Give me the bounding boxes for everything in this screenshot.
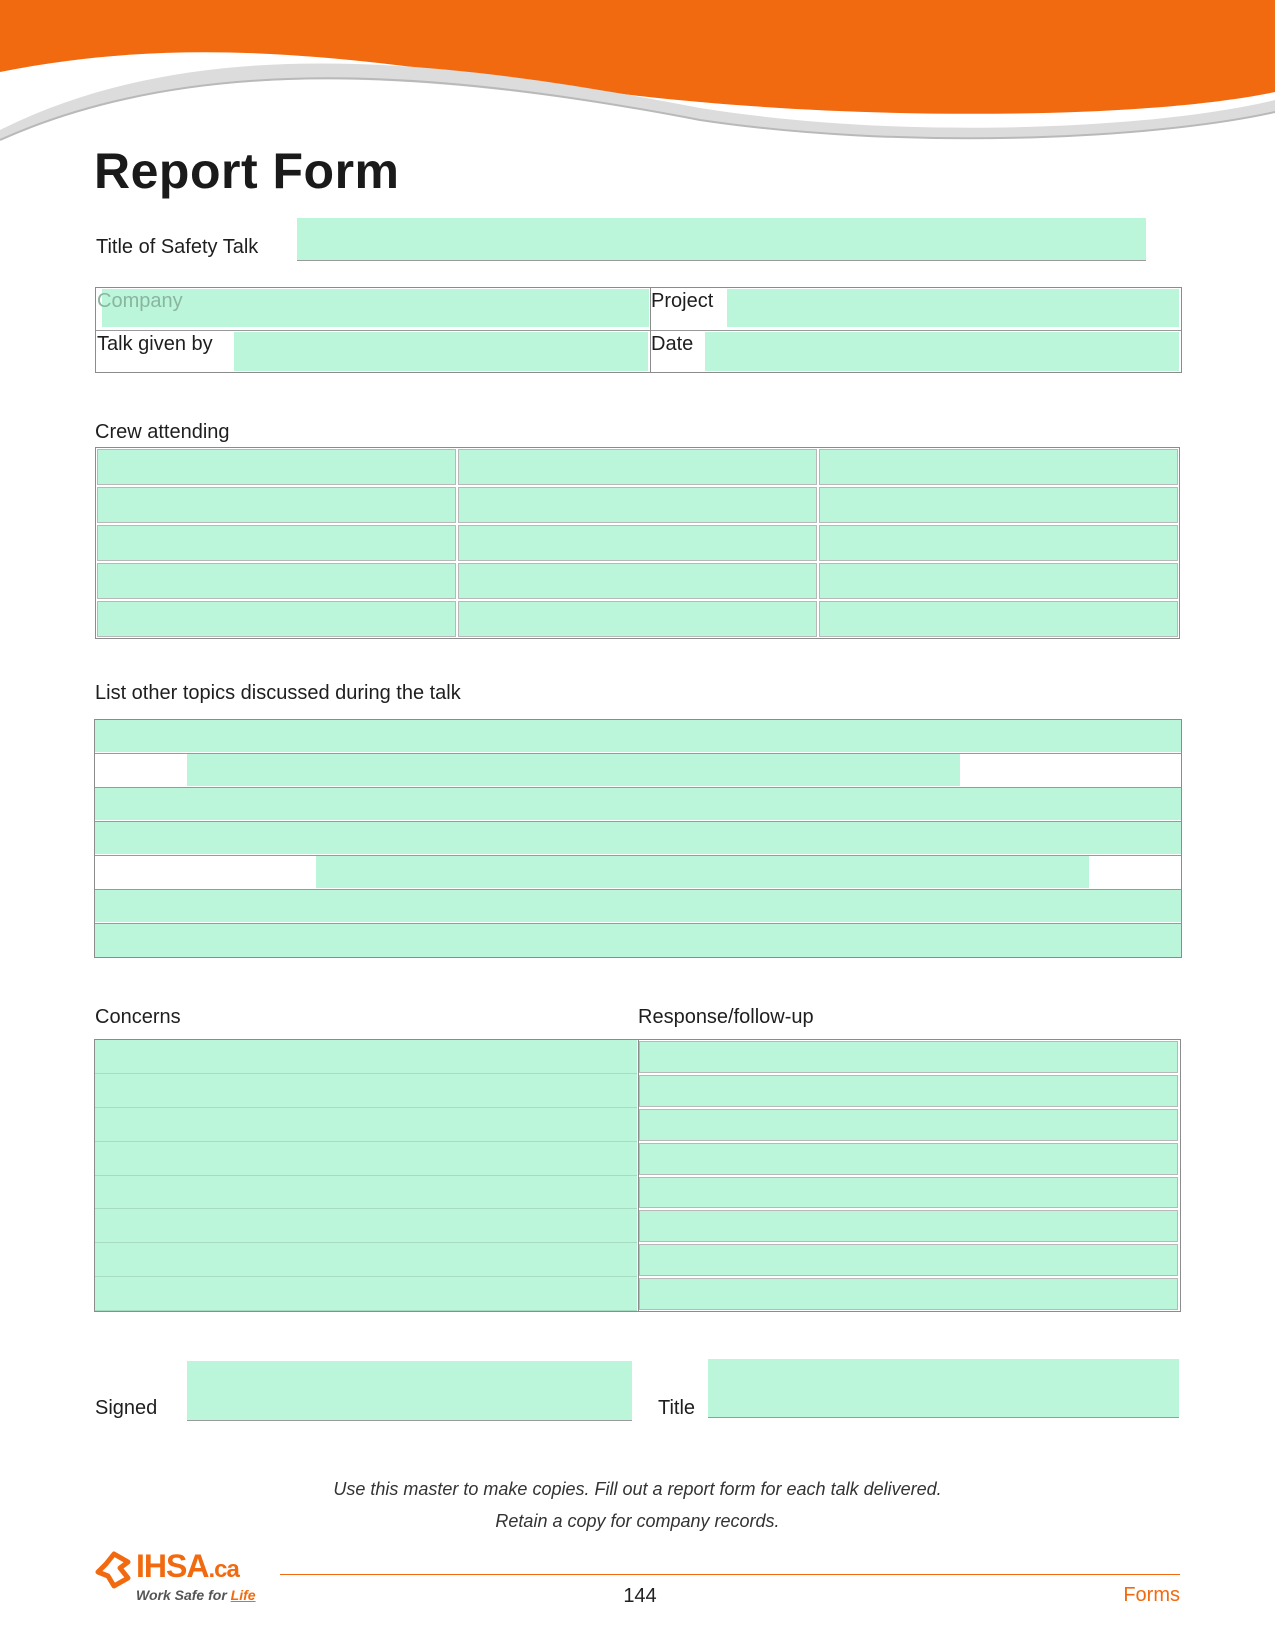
response-cell[interactable] [639,1041,1178,1073]
company-label: Company [97,290,183,312]
crew-cell[interactable] [458,525,817,561]
concerns-divider [638,1040,639,1311]
topic-row-5[interactable] [316,856,1089,888]
topic-row-4[interactable] [95,822,1181,854]
response-label: Response/follow-up [638,1006,814,1028]
topic-row-6[interactable] [95,890,1181,922]
crew-cell[interactable] [97,563,456,599]
crew-cell[interactable] [458,449,817,485]
response-cell[interactable] [639,1143,1178,1175]
crew-cell[interactable] [458,487,817,523]
crew-cell[interactable] [97,449,456,485]
concern-cell[interactable] [95,1142,637,1176]
concern-cell[interactable] [95,1277,637,1311]
ihsa-emblem-icon [94,1550,132,1590]
crew-cell[interactable] [97,487,456,523]
concern-cell[interactable] [95,1243,637,1277]
signed-label: Signed [95,1397,158,1419]
crew-attending-label: Crew attending [95,421,230,443]
safety-talk-title-label: Title of Safety Talk [96,236,259,258]
topic-row-1[interactable] [95,720,1181,752]
concern-cell[interactable] [95,1176,637,1210]
concern-cell[interactable] [95,1040,637,1074]
crew-cell[interactable] [97,525,456,561]
date-label: Date [651,333,694,355]
response-cell[interactable] [639,1244,1178,1276]
project-label: Project [651,290,714,312]
crew-cell[interactable] [819,601,1178,637]
signature-title-field[interactable] [708,1359,1179,1418]
page-title: Report Form [94,143,400,199]
concerns-grid [94,1039,1181,1312]
talk-given-by-field[interactable] [234,332,648,371]
logo-tagline: Work Safe for Life [136,1587,256,1603]
date-field[interactable] [705,332,1179,371]
page-number: 144 [623,1585,657,1607]
project-field[interactable] [727,289,1179,327]
response-cell[interactable] [639,1075,1178,1107]
response-cell[interactable] [639,1278,1178,1310]
crew-cell[interactable] [819,449,1178,485]
crew-cell[interactable] [819,563,1178,599]
concerns-label: Concerns [95,1006,181,1028]
instructions-line-1: Use this master to make copies. Fill out a report form for each talk delivered. [333,1479,942,1499]
crew-attending-grid [95,447,1180,639]
crew-cell[interactable] [819,487,1178,523]
talk-given-by-label: Talk given by [97,333,213,355]
footer-rule [280,1574,1180,1575]
response-cell[interactable] [639,1210,1178,1242]
concern-cell[interactable] [95,1108,637,1142]
crew-cell[interactable] [819,525,1178,561]
concern-cell[interactable] [95,1209,637,1243]
topic-row-3[interactable] [95,788,1181,820]
signature-title-label: Title [658,1397,696,1419]
company-field[interactable] [102,289,649,327]
topic-row-2[interactable] [187,754,960,786]
section-name: Forms [1123,1584,1180,1606]
concern-cell[interactable] [95,1074,637,1108]
crew-cell[interactable] [458,601,817,637]
response-cell[interactable] [639,1177,1178,1209]
response-cell[interactable] [639,1109,1178,1141]
signed-field[interactable] [187,1361,632,1421]
header-banner [0,0,1275,160]
crew-cell[interactable] [458,563,817,599]
crew-cell[interactable] [97,601,456,637]
logo-wordmark: IHSA.ca [136,1548,239,1584]
ihsa-logo [94,1548,274,1608]
other-topics-label: List other topics discussed during the talk [95,682,461,704]
instructions-line-2: Retain a copy for company records. [495,1511,780,1531]
safety-talk-title-field[interactable] [297,218,1146,261]
topic-row-7[interactable] [95,924,1181,957]
